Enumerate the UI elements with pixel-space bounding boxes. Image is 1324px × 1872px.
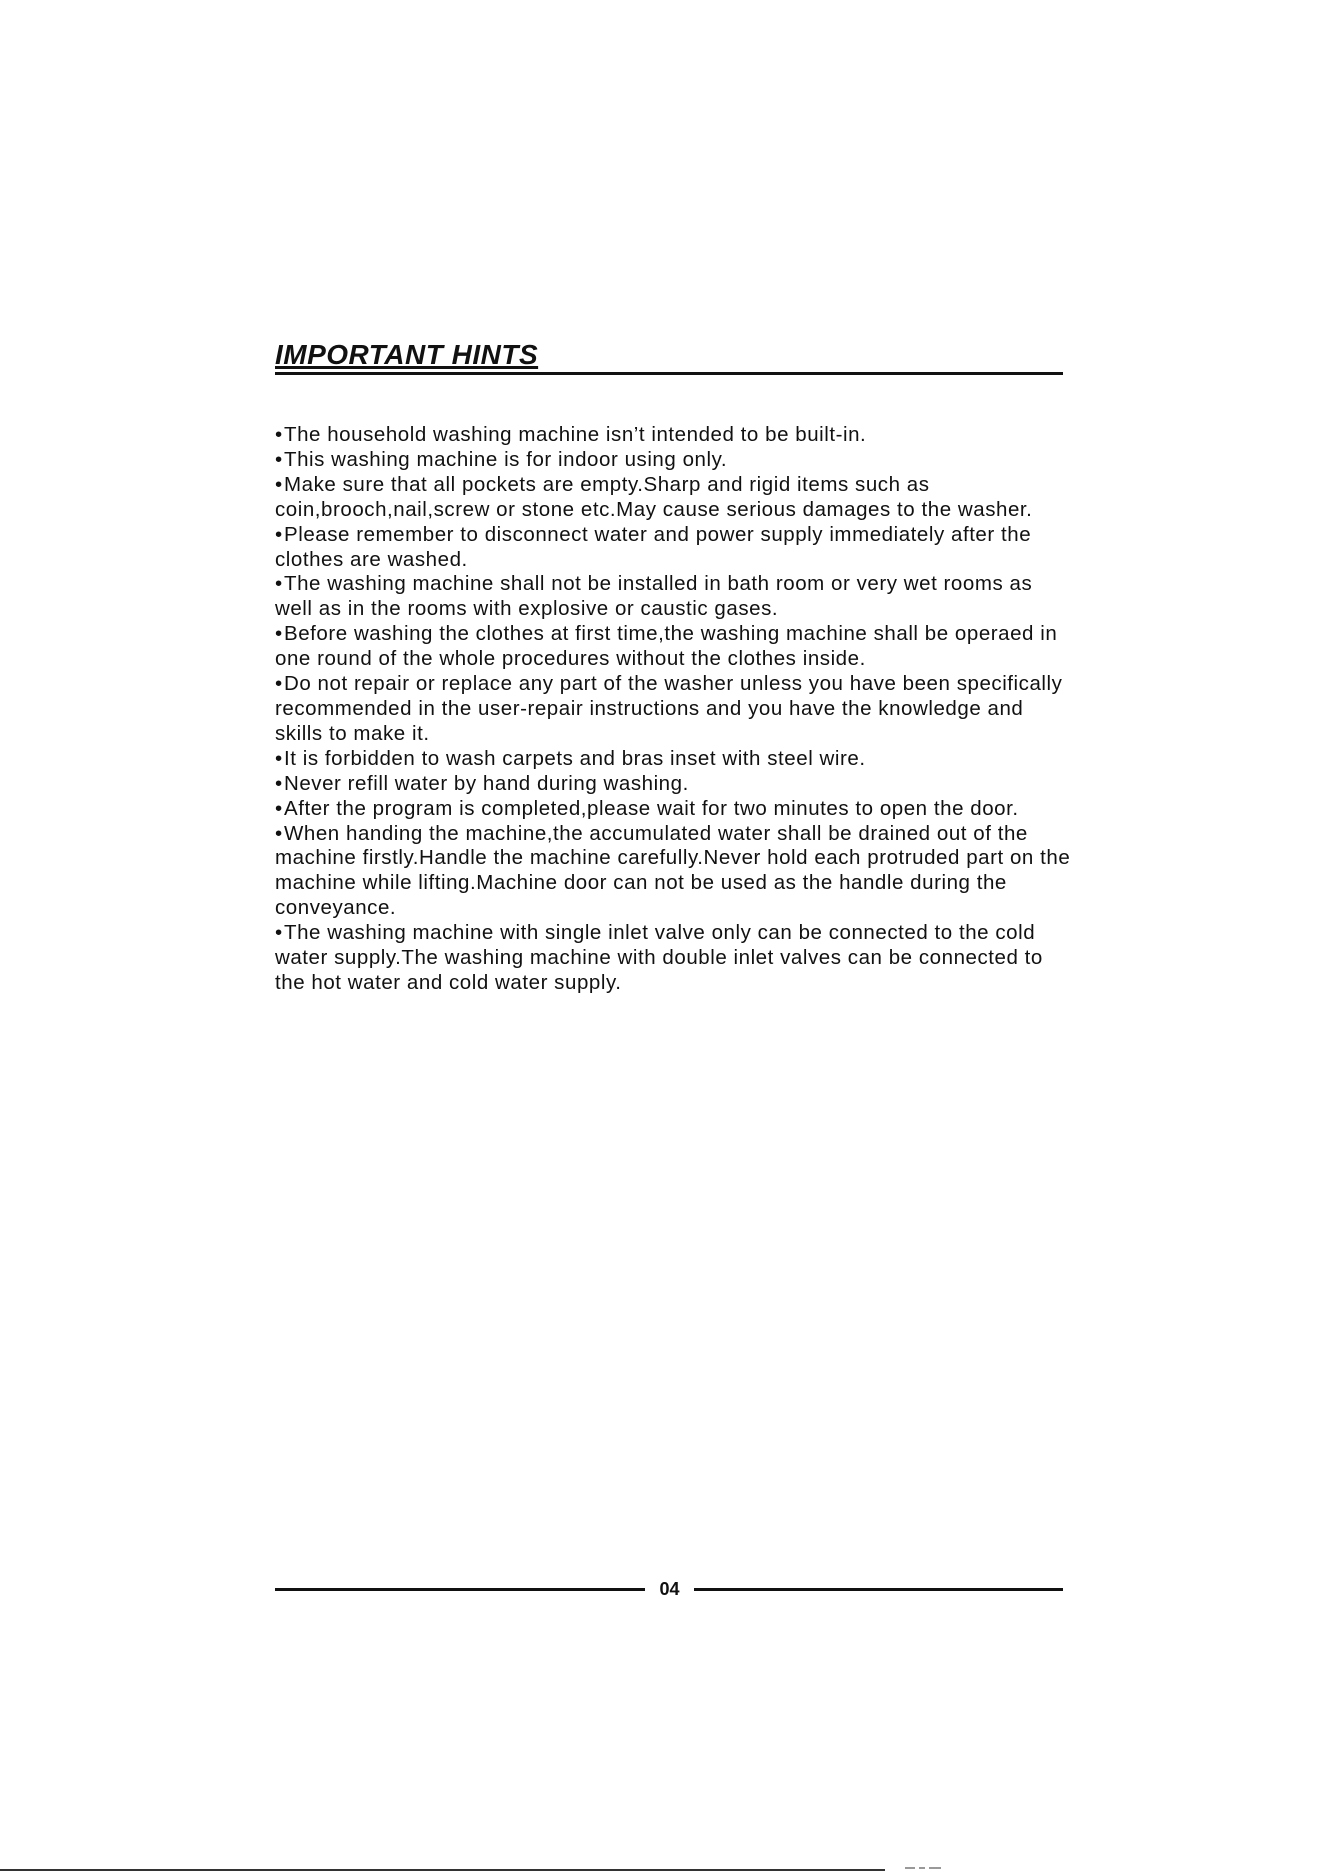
bullet-icon: •: [275, 622, 283, 646]
bullet-icon: •: [275, 672, 283, 696]
hint-item: [275, 423, 1075, 448]
hint-item: [275, 473, 1075, 523]
hint-text: Do not repair or replace any part of the washer unless you have been specifically recommended in the user-repair instructions and you have the knowledge and skills to make it.: [275, 672, 1063, 745]
hint-item: [275, 448, 1075, 473]
page-heading: IMPORTANT HINTS: [275, 339, 539, 370]
hint-text: It is forbidden to wash carpets and bras inset with steel wire.: [284, 746, 866, 770]
hints-list: [275, 423, 1075, 996]
page-number: 04: [659, 1579, 680, 1599]
hint-item: [275, 572, 1075, 622]
heading-rule: [275, 338, 1063, 375]
hint-text: The washing machine with single inlet valve only can be connected to the cold water supply.The washing machine with double inlet valves can be connected to the hot water and cold water supply.: [275, 921, 1043, 994]
bullet-icon: •: [275, 472, 283, 496]
bullet-icon: •: [275, 746, 283, 770]
hint-item: [275, 921, 1075, 996]
bullet-icon: •: [275, 522, 283, 546]
bullet-icon: •: [275, 771, 283, 795]
footer-rule-left: [275, 1588, 645, 1591]
hint-text: Make sure that all pockets are empty.Sharp and rigid items such as coin,brooch,nail,screw or stone etc.May cause serious damages to the washer.: [275, 472, 1033, 521]
hint-item: [275, 772, 1075, 797]
hint-text: When handing the machine,the accumulated water shall be drained out of the machine firstly.Handle the machine carefully.Never hold each protruded part on the machine while lifting.Machine door can not be used as the handle during the conveyance.: [275, 821, 1071, 920]
hint-text: After the program is completed,please wait for two minutes to open the door.: [284, 796, 1019, 820]
bullet-icon: •: [275, 921, 283, 945]
hint-text: Never refill water by hand during washing.: [284, 771, 689, 795]
hint-text: The household washing machine isn’t intended to be built-in.: [284, 423, 867, 446]
hint-item: [275, 523, 1075, 573]
page-footer: [275, 1577, 1063, 1601]
hint-text: Before washing the clothes at first time,the washing machine shall be operaed in one round of the whole procedures without the clothes inside.: [275, 622, 1058, 671]
bullet-icon: •: [275, 572, 283, 596]
hint-item: [275, 622, 1075, 672]
hint-text: The washing machine shall not be installed in bath room or very wet rooms as well as in the rooms with explosive or caustic gases.: [275, 572, 1033, 621]
hint-item: [275, 797, 1075, 822]
hint-item: [275, 822, 1075, 922]
hint-item: [275, 672, 1075, 747]
bullet-icon: •: [275, 423, 283, 446]
scan-edge-mark: [905, 1866, 965, 1870]
bullet-icon: •: [275, 821, 283, 845]
bullet-icon: •: [275, 796, 283, 820]
hint-text: This washing machine is for indoor using only.: [284, 447, 728, 471]
footer-rule-right: [694, 1588, 1063, 1591]
hint-item: [275, 747, 1075, 772]
bullet-icon: •: [275, 447, 283, 471]
scan-edge-rule: [0, 1869, 885, 1871]
hint-text: Please remember to disconnect water and power supply immediately after the clothes are washed.: [275, 522, 1032, 571]
